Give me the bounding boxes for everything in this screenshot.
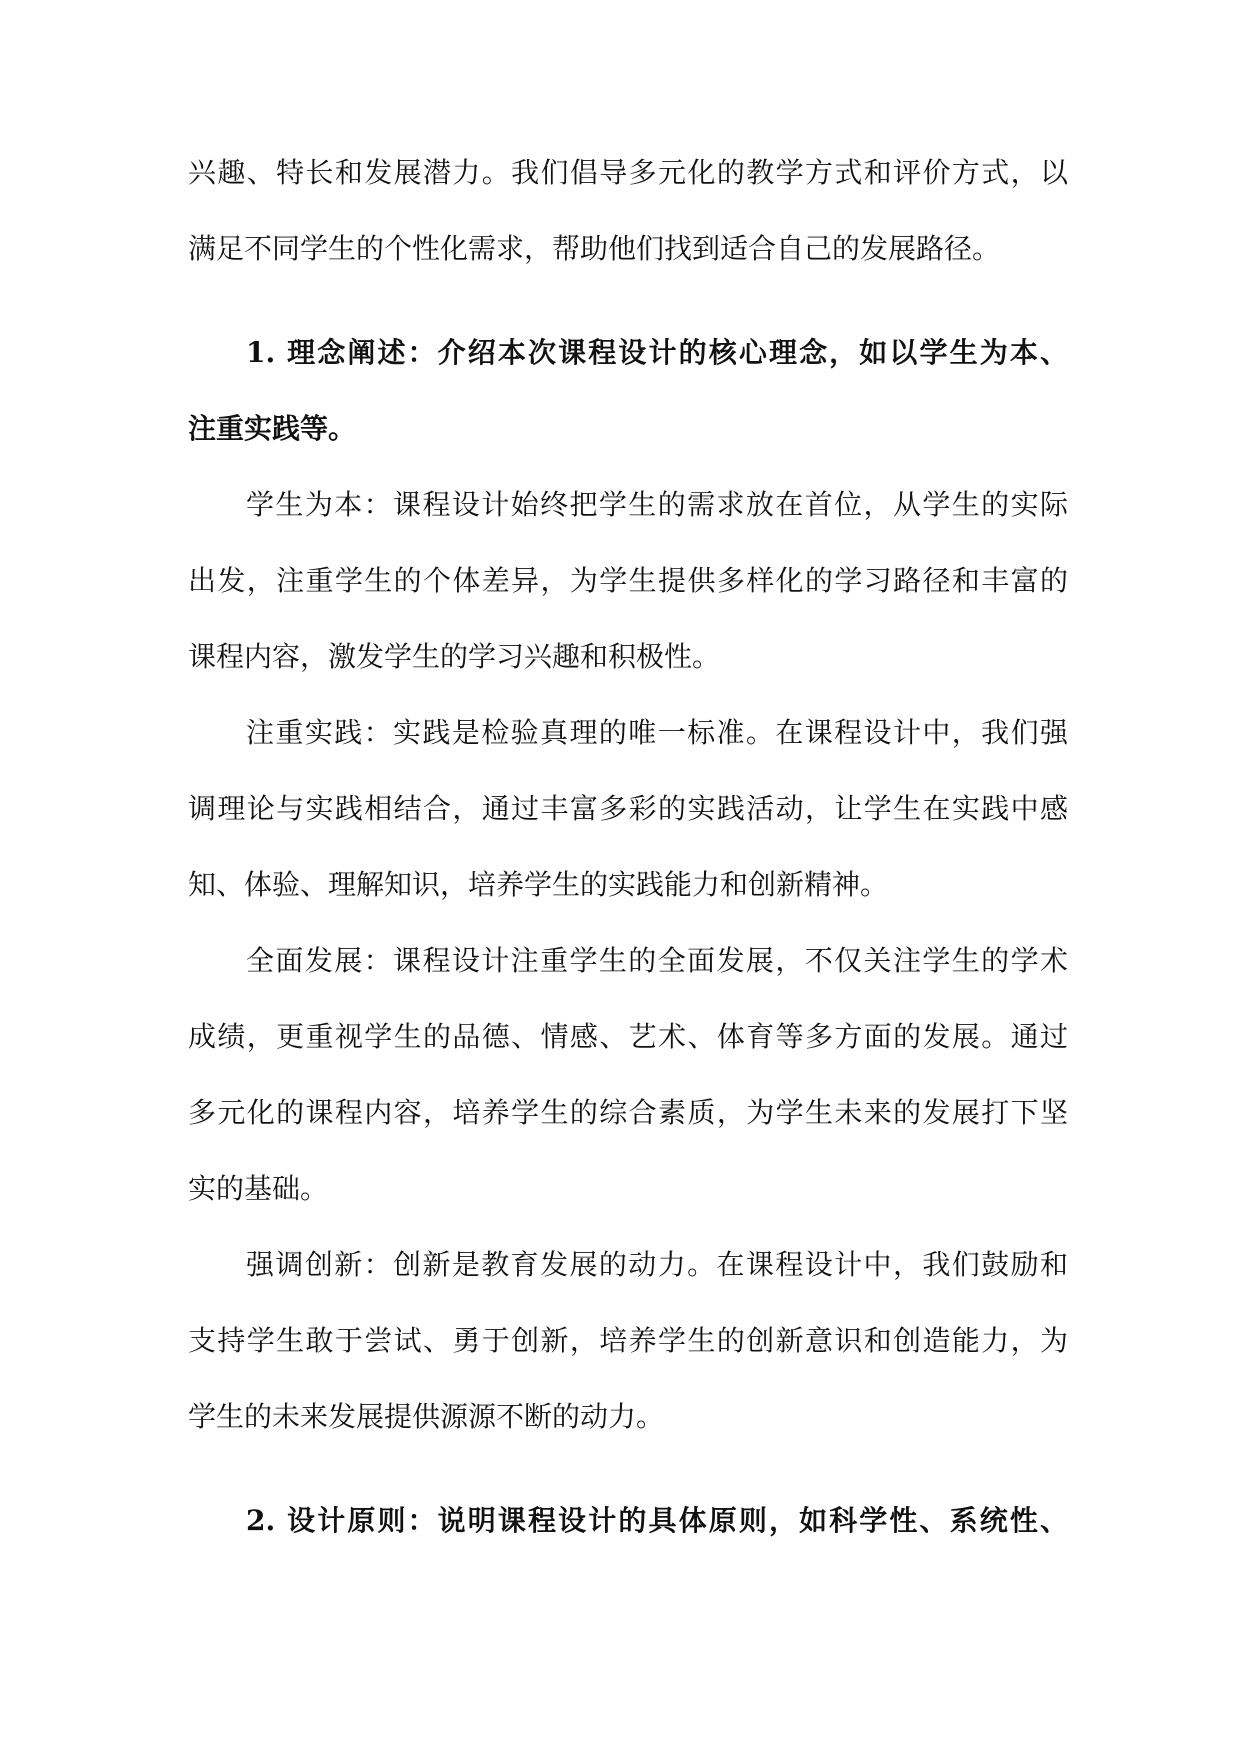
paragraph-line: 兴趣、特长和发展潜力。我们倡导多元化的教学方式和评价方式，以: [188, 156, 1068, 189]
paragraph-line: 学生的未来发展提供源源不断的动力。: [188, 1400, 665, 1433]
section-heading-2: 2. 设计原则：说明课程设计的具体原则，如科学性、系统性、: [246, 1504, 1068, 1537]
paragraph-line: 多元化的课程内容，培养学生的综合素质，为学生未来的发展打下坚: [188, 1096, 1068, 1129]
paragraph-line: 调理论与实践相结合，通过丰富多彩的实践活动，让学生在实践中感: [188, 792, 1068, 825]
paragraph-line: 满足不同学生的个性化需求，帮助他们找到适合自己的发展路径。: [188, 232, 1001, 265]
paragraph-line: 成绩，更重视学生的品德、情感、艺术、体育等多方面的发展。通过: [188, 1020, 1068, 1053]
paragraph-line: 注重实践：实践是检验真理的唯一标准。在课程设计中，我们强: [246, 716, 1068, 749]
paragraph-line: 全面发展：课程设计注重学生的全面发展，不仅关注学生的学术: [246, 944, 1068, 977]
section-heading-1-cont: 注重实践等。: [188, 412, 357, 445]
paragraph-line: 支持学生敢于尝试、勇于创新，培养学生的创新意识和创造能力，为: [188, 1324, 1068, 1357]
section-heading-1: 1. 理念阐述：介绍本次课程设计的核心理念，如以学生为本、: [246, 336, 1068, 369]
paragraph-line: 出发，注重学生的个体差异，为学生提供多样化的学习路径和丰富的: [188, 564, 1068, 597]
paragraph-line: 强调创新：创新是教育发展的动力。在课程设计中，我们鼓励和: [246, 1248, 1068, 1281]
paragraph-line: 学生为本：课程设计始终把学生的需求放在首位，从学生的实际: [246, 488, 1068, 521]
paragraph-line: 实的基础。: [188, 1172, 329, 1205]
paragraph-line: 课程内容，激发学生的学习兴趣和积极性。: [188, 640, 721, 673]
paragraph-line: 知、体验、理解知识，培养学生的实践能力和创新精神。: [188, 868, 889, 901]
